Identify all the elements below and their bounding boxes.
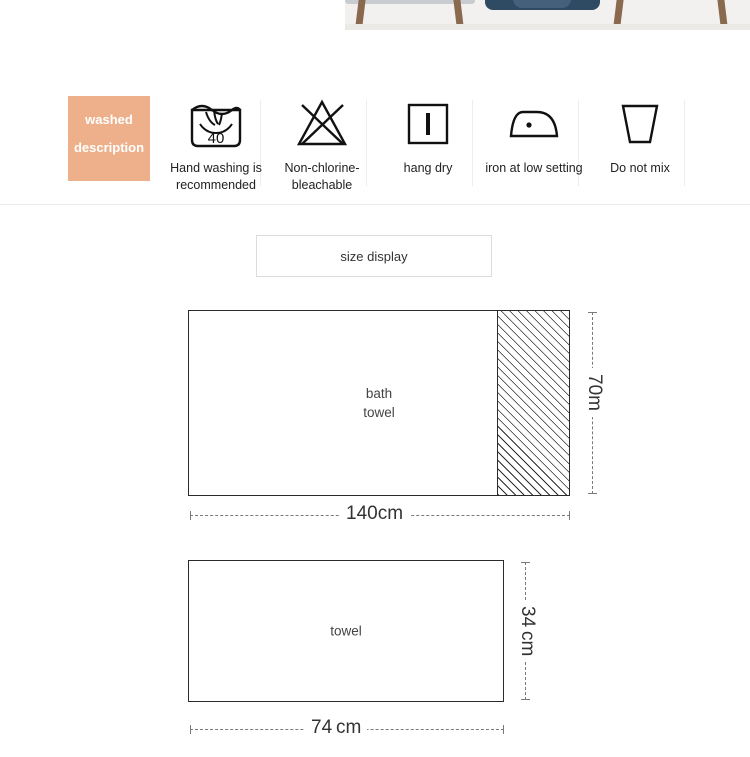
product-photo xyxy=(345,0,750,30)
towel-width-dimension-line xyxy=(190,729,504,730)
dimension-tick xyxy=(190,511,191,520)
care-item-label: Do not mix xyxy=(610,161,670,175)
bath-towel-width-dimension-line xyxy=(190,515,570,516)
bath-towel-width-label: 140cm xyxy=(340,503,409,525)
dimension-tick xyxy=(588,312,597,313)
care-item-label: Hand washing is recommended xyxy=(170,161,262,192)
care-item-label: hang dry xyxy=(403,161,453,175)
care-item-label: Non-chlorine-bleachable xyxy=(284,161,360,192)
hang-dry-icon xyxy=(368,92,488,154)
dimension-tick xyxy=(521,699,530,700)
size-display-title-box xyxy=(256,235,492,277)
dimension-tick xyxy=(569,511,570,520)
dimension-tick xyxy=(190,725,191,734)
towel-width-label: 74 cm xyxy=(305,717,367,739)
towel-height-dimension-line xyxy=(525,562,526,700)
care-symbol-list xyxy=(156,92,746,204)
folded-towel-highlight xyxy=(513,0,571,8)
size-display-title: size display xyxy=(340,248,408,264)
towel-diagram xyxy=(188,560,504,702)
iron-low-icon xyxy=(474,92,594,154)
care-section-badge xyxy=(68,96,150,181)
towel-label: towel xyxy=(330,623,362,639)
care-badge-line-1: washed xyxy=(85,112,133,127)
product-photo-strip xyxy=(0,0,750,30)
care-badge-line-2: description xyxy=(73,140,145,155)
bath-towel-height-dimension-line xyxy=(592,312,593,494)
dimension-tick xyxy=(588,493,597,494)
bath-towel-label: bath towel xyxy=(363,386,395,420)
dimension-tick xyxy=(521,562,530,563)
hand-wash-40-icon xyxy=(156,92,276,154)
care-item-label: iron at low setting xyxy=(485,161,583,175)
bath-towel-height-label: 70m xyxy=(583,368,605,417)
no-chlorine-bleach-icon xyxy=(262,92,382,154)
care-instructions-section xyxy=(0,56,750,205)
dimension-tick xyxy=(503,725,504,734)
bath-towel-diagram xyxy=(188,310,570,496)
care-item-do-not-mix xyxy=(580,92,700,177)
towel-height-label: 34 cm xyxy=(516,600,538,662)
care-item-hang-dry xyxy=(368,92,488,177)
care-item-hand-wash xyxy=(156,92,276,194)
care-item-no-bleach xyxy=(262,92,382,194)
care-item-iron-low xyxy=(474,92,594,177)
do-not-mix-icon xyxy=(580,92,700,154)
floor-shadow xyxy=(345,24,750,30)
bath-towel-hatched-area xyxy=(497,311,569,495)
svg-text:40: 40 xyxy=(207,130,225,147)
